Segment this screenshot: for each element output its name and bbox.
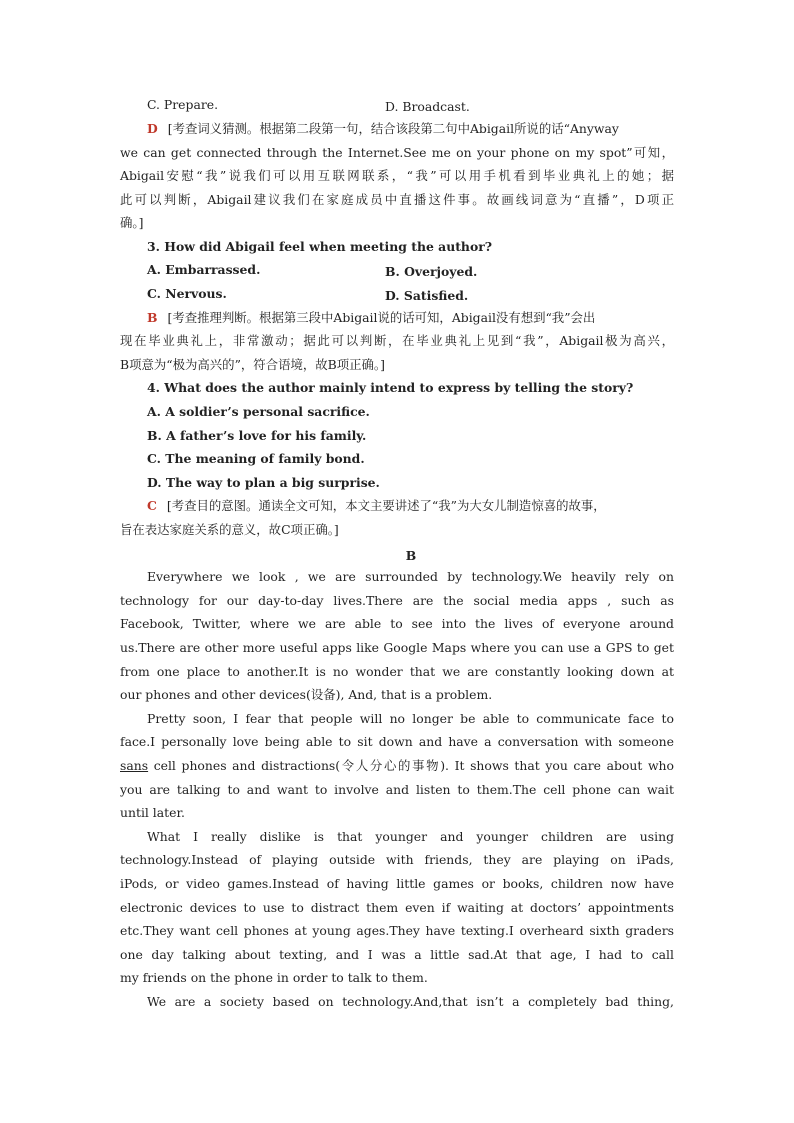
section-heading: B: [405, 548, 417, 563]
passage-line: us.There are other more useful apps like Google Maps where you can use a GPS to get: [120, 640, 674, 655]
passage-line: technology for our day-to-day lives.There are the social media apps , such as: [120, 593, 674, 608]
q3-option-c: C. Nervous.: [147, 286, 227, 301]
q2-explanation-line: we can get connected through the Internet.See me on your phone on my spot”可知，: [120, 145, 674, 160]
passage-line: until later.: [120, 805, 185, 820]
q2-explanation-line: D [考查词义猜测。根据第二段第一句，结合该段第二句中Abigail所说的话“Anyway: [147, 121, 619, 136]
q4-option-d: D. The way to plan a big surprise.: [147, 475, 380, 490]
passage-line: etc.They want cell phones at young ages.They have texting.I overheard sixth graders: [120, 923, 674, 938]
passage-line: my friends on the phone in order to talk to them.: [120, 970, 428, 985]
passage-line: We are a society based on technology.And,that isn’t a completely bad thing,: [147, 994, 674, 1009]
q4-option-a: A. A soldier’s personal sacrifice.: [147, 404, 370, 419]
passage-line: from one place to another.It is no wonder that we are constantly looking down at: [120, 664, 674, 679]
q2-explanation-line: Abigail安慰“我”说我们可以用互联网联系，“我”可以用手机看到毕业典礼上的她；据: [120, 168, 674, 183]
question-4: 4. What does the author mainly intend to express by telling the story?: [147, 380, 634, 395]
answer-letter: C: [147, 498, 157, 513]
q4-option-b: B. A father’s love for his family.: [147, 428, 367, 443]
q3-option-b: B. Overjoyed.: [385, 264, 478, 279]
passage-line: one day talking about texting, and I was a little sad.At that age, I had to call: [120, 947, 674, 962]
passage-line: iPods, or video games.Instead of having little games or books, children now have: [120, 876, 674, 891]
passage-line: What I really dislike is that younger and younger children are using: [147, 829, 674, 844]
passage-line: face.I personally love being able to sit down and have a conversation with someone: [120, 734, 674, 749]
question-3: 3. How did Abigail feel when meeting the author?: [147, 239, 492, 254]
passage-line: you are talking to and want to involve and listen to them.The cell phone can wait: [120, 782, 674, 797]
passage-line: Pretty soon, I fear that people will no longer be able to communicate face to: [147, 711, 674, 726]
q4-explanation-line: 旨在表达家庭关系的意义，故C项正确。]: [120, 522, 339, 537]
passage-line: sans cell phones and distractions(令人分心的事物). It shows that you care about who: [120, 758, 674, 773]
q3-option-a: A. Embarrassed.: [147, 262, 261, 277]
q3-option-d: D. Satisfied.: [385, 288, 469, 303]
passage-line: Everywhere we look , we are surrounded by technology.We heavily rely on: [147, 569, 674, 584]
answer-letter: D: [147, 121, 158, 136]
passage-line: technology.Instead of playing outside with friends, they are playing on iPads,: [120, 852, 674, 867]
q2-option-c: C. Prepare.: [147, 97, 219, 112]
passage-line: Facebook, Twitter, where we are able to see into the lives of everyone around: [120, 616, 674, 631]
underlined-word: sans: [120, 758, 149, 773]
q2-option-d: D. Broadcast.: [385, 99, 470, 114]
answer-letter: B: [147, 310, 158, 325]
q2-explanation-line: 确。]: [120, 215, 144, 230]
q3-explanation-line: 现在毕业典礼上，非常激动；据此可以判断，在毕业典礼上见到“我”，Abigail极为高兴，: [120, 333, 674, 348]
q2-explanation-line: 此可以判断，Abigail建议我们在家庭成员中直播这件事。故画线词意为“直播”，D项正: [120, 192, 674, 207]
passage-line: our phones and other devices(设备), And, that is a problem.: [120, 687, 493, 702]
q4-option-c: C. The meaning of family bond.: [147, 451, 365, 466]
q3-explanation-line: B项意为“极为高兴的”，符合语境，故B项正确。]: [120, 357, 385, 372]
passage-line: electronic devices to use to distract them even if waiting at doctors’ appointments: [120, 900, 674, 915]
q3-explanation-line: B [考查推理判断。根据第三段中Abigail说的话可知，Abigail没有想到“我”会出: [147, 310, 596, 325]
q4-explanation-line: C [考查目的意图。通读全文可知，本文主要讲述了“我”为大女儿制造惊喜的故事，: [147, 498, 606, 513]
